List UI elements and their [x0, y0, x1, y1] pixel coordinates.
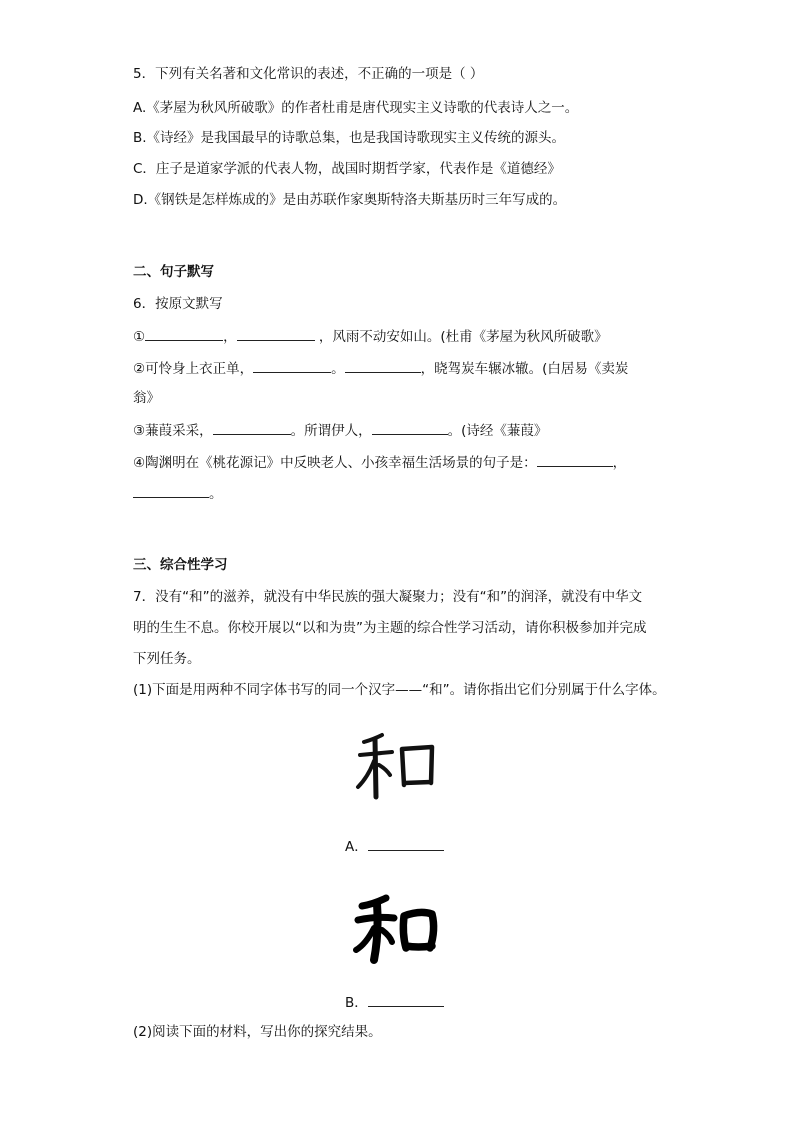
q6-item-3 — [133, 420, 547, 441]
q6-item-2 — [133, 358, 628, 379]
answer-blank[interactable] — [213, 420, 291, 435]
item1-after: ，风雨不动安如山。(杜甫《茅屋为秋风所破歌》 — [314, 329, 608, 345]
answer-blank[interactable] — [537, 452, 613, 467]
item2-after: ，晓驾炭车辗冰辙。(白居易《卖炭 — [420, 361, 629, 377]
calligraphy-b-image — [352, 890, 442, 970]
q6-item-1 — [133, 326, 608, 347]
calligraphy-char-b — [352, 890, 442, 970]
answer-blank[interactable] — [368, 836, 444, 851]
q7-sub-2: (2)阅读下面的材料，写出你的探究结果。 — [133, 1024, 382, 1040]
calligraphy-char-a — [352, 725, 442, 805]
font-answer-a — [345, 836, 444, 857]
q5-option-c: C．庄子是道家学派的代表人物，战国时期哲学家，代表作是《道德经》 — [133, 161, 561, 177]
q7-line-1: 7．没有“和”的滋养，就没有中华民族的强大凝聚力；没有“和”的润泽，就没有中华文 — [133, 589, 643, 605]
q7-line-3: 下列任务。 — [133, 651, 201, 667]
label-b: B． — [345, 995, 368, 1011]
q6-item-4-wrap — [133, 483, 223, 504]
answer-blank[interactable] — [133, 483, 209, 498]
item2-prefix: ②可怜身上衣正单， — [133, 361, 254, 377]
answer-blank[interactable] — [253, 358, 331, 373]
answer-blank[interactable] — [237, 326, 315, 341]
item2-sep: 。 — [331, 361, 345, 377]
q6-item-4 — [133, 452, 626, 473]
section-title-2: 二、句子默写 — [133, 264, 214, 280]
answer-blank[interactable] — [345, 358, 421, 373]
q5-option-a: A.《茅屋为秋风所破歌》的作者杜甫是唐代现实主义诗歌的代表诗人之一。 — [133, 100, 579, 116]
item4-after: ， — [612, 455, 627, 471]
item4-end: 。 — [209, 486, 223, 502]
q5-stem: 5．下列有关名著和文化常识的表述，不正确的一项是（ ） — [133, 66, 484, 82]
item1-prefix: ① — [133, 329, 146, 345]
answer-blank[interactable] — [368, 992, 444, 1007]
calligraphy-a-image — [352, 725, 442, 805]
item3-after: 。(诗经《蒹葭》 — [447, 423, 548, 439]
section-title-3: 三、综合性学习 — [133, 557, 228, 573]
q7-line-2: 明的生生不息。你校开展以“以和为贵”为主题的综合性学习活动，请你积极参加并完成 — [133, 620, 647, 636]
answer-blank[interactable] — [145, 326, 223, 341]
q6-item-2-wrap: 翁》 — [133, 390, 160, 406]
q5-option-b: B.《诗经》是我国最早的诗歌总集，也是我国诗歌现实主义传统的源头。 — [133, 130, 566, 146]
q5-option-d: D.《钢铁是怎样炼成的》是由苏联作家奥斯特洛夫斯基历时三年写成的。 — [133, 192, 567, 208]
font-answer-b — [345, 992, 444, 1013]
q7-sub-1: (1)下面是用两种不同字体书写的同一个汉字——“和”。请你指出它们分别属于什么字体。 — [133, 682, 666, 698]
item1-sep: ， — [223, 329, 237, 345]
item3-prefix: ③蒹葭采采， — [133, 423, 213, 439]
item3-mid: 。所谓伊人， — [290, 423, 372, 439]
label-a: A． — [345, 839, 368, 855]
answer-blank[interactable] — [372, 420, 448, 435]
q6-stem: 6．按原文默写 — [133, 296, 223, 312]
item4-prefix: ④陶渊明在《桃花源记》中反映老人、小孩幸福生活场景的句子是： — [133, 455, 537, 471]
